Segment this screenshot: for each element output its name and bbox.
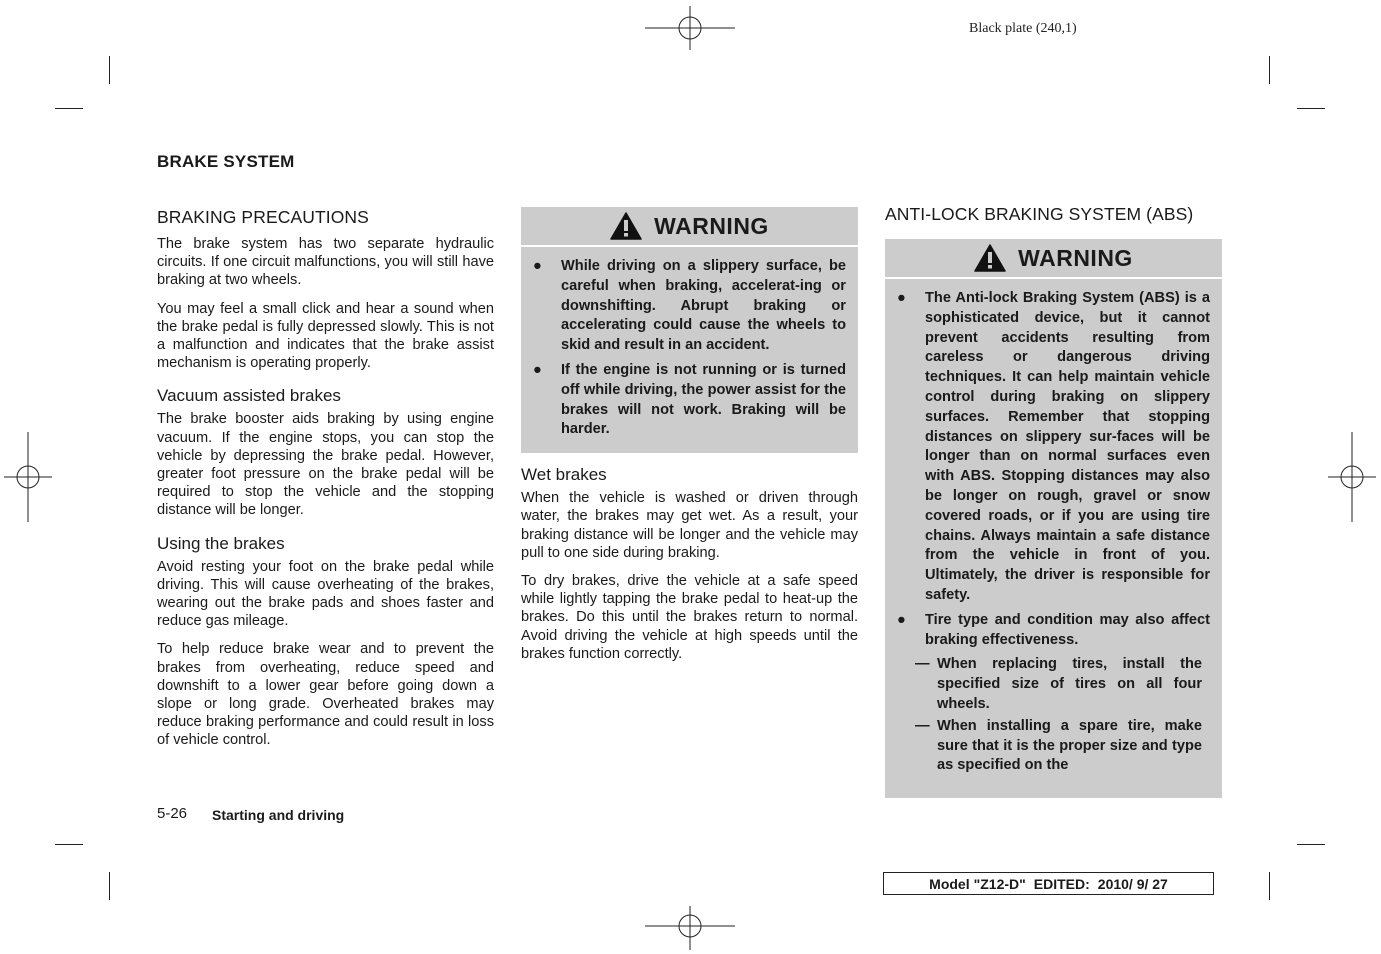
paragraph: The brake booster aids braking by using engine vacuum. If the engine stops, you can stop the vehicle by depressing the brake pedal. However, greater foot pressure on the brake pedal will be required to stop the vehicle and the stopping distance will be longer.	[157, 411, 494, 519]
plate-label: Black plate (240,1)	[969, 21, 1077, 36]
warning-title: WARNING	[1018, 244, 1133, 271]
column-abs	[885, 204, 1222, 798]
paragraph: When the vehicle is washed or driven through water, the brakes may get wet. As a result, your braking distance will be longer and the vehicle may pull to one side during braking.	[521, 490, 858, 561]
paragraph: The brake system has two separate hydraulic circuits. If one circuit malfunctions, you will still have braking at two wheels.	[157, 236, 494, 289]
crop-mark-icon	[1297, 108, 1325, 109]
paragraph: To dry brakes, drive the vehicle at a safe speed while lightly tapping the brake pedal to heat-up the brakes. Do this until the brakes return to normal. Avoid driving the vehicle at high speeds until the brakes function correctly.	[521, 572, 858, 662]
warning-box	[885, 239, 1222, 798]
column-braking-precautions	[157, 207, 494, 760]
crop-mark-icon	[55, 844, 83, 845]
registration-crosshair-icon	[645, 4, 735, 50]
model-code: "Z12-D"	[973, 875, 1026, 892]
model-edited-box	[883, 872, 1214, 895]
registration-crosshair-icon	[4, 432, 52, 522]
subheading-using-the-brakes: Using the brakes	[157, 533, 285, 553]
warning-header	[885, 239, 1222, 279]
heading-abs: ANTI-LOCK BRAKING SYSTEM (ABS)	[885, 204, 1194, 224]
warning-box	[521, 207, 858, 453]
footer-section-label: Starting and driving	[212, 807, 345, 823]
heading-braking-precautions: BRAKING PRECAUTIONS	[157, 207, 369, 227]
registration-crosshair-icon	[645, 906, 735, 952]
warning-header	[521, 207, 858, 247]
warning-title: WARNING	[654, 212, 769, 239]
subheading-wet-brakes: Wet brakes	[521, 465, 607, 485]
warning-triangle-icon	[610, 212, 642, 240]
warning-triangle-icon	[974, 244, 1006, 272]
crop-mark-icon	[55, 108, 83, 109]
paragraph: You may feel a small click and hear a sound when the brake pedal is fully depressed slowly. This is not a malfunction and indicates that the brake assist mechanism is operating properly.	[157, 300, 494, 372]
edited-label: EDITED:	[1033, 875, 1090, 892]
column-warning-wet-brakes	[521, 207, 858, 673]
warning-bullet: ● Tire type and condition may also affect braking effectiveness.	[897, 611, 1210, 648]
warning-bullet: ● If the engine is not running or is turned off while driving, the power assist for the brakes will not work. Braking will be harder.	[533, 361, 846, 438]
warning-bullet: ● The Anti-lock Braking System (ABS) is a sophisticated device, but it cannot prevent accidents resulting from careless or dangerous driving techniques. It can help maintain vehicle control during braking on slippery surfaces. Remember that stopping distances on slippery sur-faces will be longer than on normal surfaces even with ABS. Stopping distances may also be longer on rough, gravel or snow covered roads, or if you are using tire chains. Always maintain a safe distance from the vehicle in front of you. Ultimately, the driver is responsible for safety.	[897, 290, 1210, 603]
model-label: Model	[929, 875, 970, 892]
subheading-vacuum-assisted-brakes: Vacuum assisted brakes	[157, 386, 341, 406]
paragraph: To help reduce brake wear and to prevent the brakes from overheating, reduce speed and downshift to a lower gear before going down a slope or long grade. Overheated brakes may reduce braking performance and could result in loss of vehicle control.	[157, 641, 494, 749]
page-number: 5-26	[157, 805, 188, 822]
crop-mark-icon	[1297, 844, 1325, 845]
paragraph: Avoid resting your foot on the brake pedal while driving. This will cause overheating of the brakes, wearing out the brake pads and shoes faster and reduce gas mileage.	[157, 558, 494, 630]
edited-date: 2010/ 9/ 27	[1097, 875, 1168, 892]
warning-subitem: — When replacing tires, install the specified size of tires on all four wheels.	[915, 656, 1202, 712]
warning-subitem: — When installing a spare tire, make sure that it is the proper size and type as specified on the	[915, 717, 1202, 774]
section-title: BRAKE SYSTEM	[157, 152, 295, 171]
crop-mark-icon	[1269, 872, 1270, 900]
warning-bullet: ● While driving on a slippery surface, be careful when braking, accelerat-ing or downshifting. Abrupt braking or accelerating could cause the wheels to skid and result in an accident.	[533, 258, 846, 354]
registration-crosshair-icon	[1328, 432, 1376, 522]
crop-mark-icon	[1269, 56, 1270, 84]
crop-mark-icon	[109, 872, 110, 900]
crop-mark-icon	[109, 56, 110, 84]
